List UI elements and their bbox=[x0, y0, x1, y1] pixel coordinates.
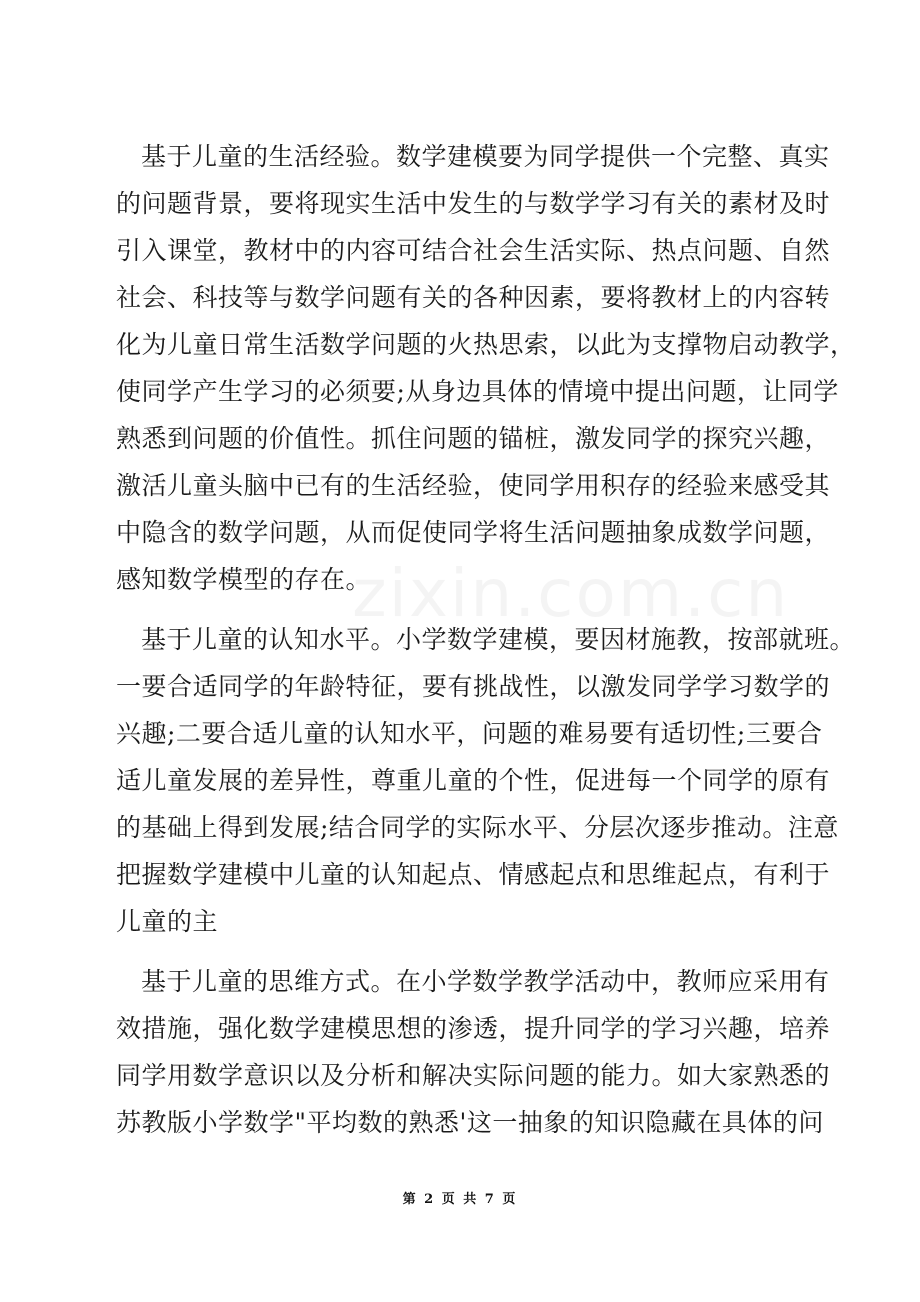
paragraph-1-line-10: 感知数学模型的存在。 bbox=[116, 565, 372, 594]
paragraph-1-line-1: 基于儿童的生活经验。数学建模要为同学提供一个完整、真实 bbox=[141, 142, 830, 171]
paragraph-2-line-3: 兴趣;二要合适儿童的认知水平，问题的难易要有适切性;三要合 bbox=[116, 719, 823, 748]
paragraph-2-line-2: 一要合适同学的年龄特征，要有挑战性，以激发同学学习数学的 bbox=[116, 672, 831, 701]
paragraph-2-line-5: 的基础上得到发展;结合同学的实际水平、分层次逐步推动。注意 bbox=[116, 813, 839, 842]
paragraph-3-line-1: 基于儿童的思维方式。在小学数学教学活动中，教师应采用有 bbox=[141, 967, 830, 996]
paragraph-1-line-8: 激活儿童头脑中已有的生活经验，使同学用积存的经验来感受其 bbox=[116, 471, 831, 500]
paragraph-1-line-4: 社会、科技等与数学问题有关的各种因素，要将教材上的内容转 bbox=[116, 283, 831, 312]
page-number-footer: 第 2 页 共 7 页 bbox=[402, 1192, 518, 1207]
paragraph-2-line-7: 儿童的主 bbox=[116, 907, 219, 936]
paragraph-1-line-3: 引入课堂，教材中的内容可结合社会生活实际、热点问题、自然 bbox=[116, 236, 831, 265]
paragraph-1-line-7: 熟悉到问题的价值性。抓住问题的锚桩，激发同学的探究兴趣， bbox=[116, 424, 831, 453]
paragraph-2-line-6: 把握数学建模中儿童的认知起点、情感起点和思维起点，有利于 bbox=[116, 860, 831, 889]
paragraph-3-line-3: 同学用数学意识以及分析和解决实际问题的能力。如大家熟悉的 bbox=[116, 1061, 831, 1090]
paragraph-3-line-2: 效措施，强化数学建模思想的渗透，提升同学的学习兴趣，培养 bbox=[116, 1014, 831, 1043]
paragraph-2-line-1: 基于儿童的认知水平。小学数学建模，要因材施教，按部就班。 bbox=[141, 625, 856, 654]
paragraph-1-line-2: 的问题背景，要将现实生活中发生的与数学学习有关的素材及时 bbox=[116, 189, 831, 218]
paragraph-2-line-4: 适儿童发展的差异性，尊重儿童的个性，促进每一个同学的原有 bbox=[116, 766, 831, 795]
paragraph-1-line-9: 中隐含的数学问题，从而促使同学将生活问题抽象成数学问题， bbox=[116, 518, 831, 547]
paragraph-1-line-5: 化为儿童日常生活数学问题的火热思索，以此为支撑物启动教学， bbox=[116, 330, 856, 359]
paragraph-1-line-6: 使同学产生学习的必须要;从身边具体的情境中提出问题，让同学 bbox=[116, 377, 839, 406]
watermark bbox=[352, 555, 789, 632]
paragraph-3-line-4: 苏教版小学数学"平均数的熟悉'这一抽象的知识隐藏在具体的问 bbox=[116, 1108, 824, 1137]
